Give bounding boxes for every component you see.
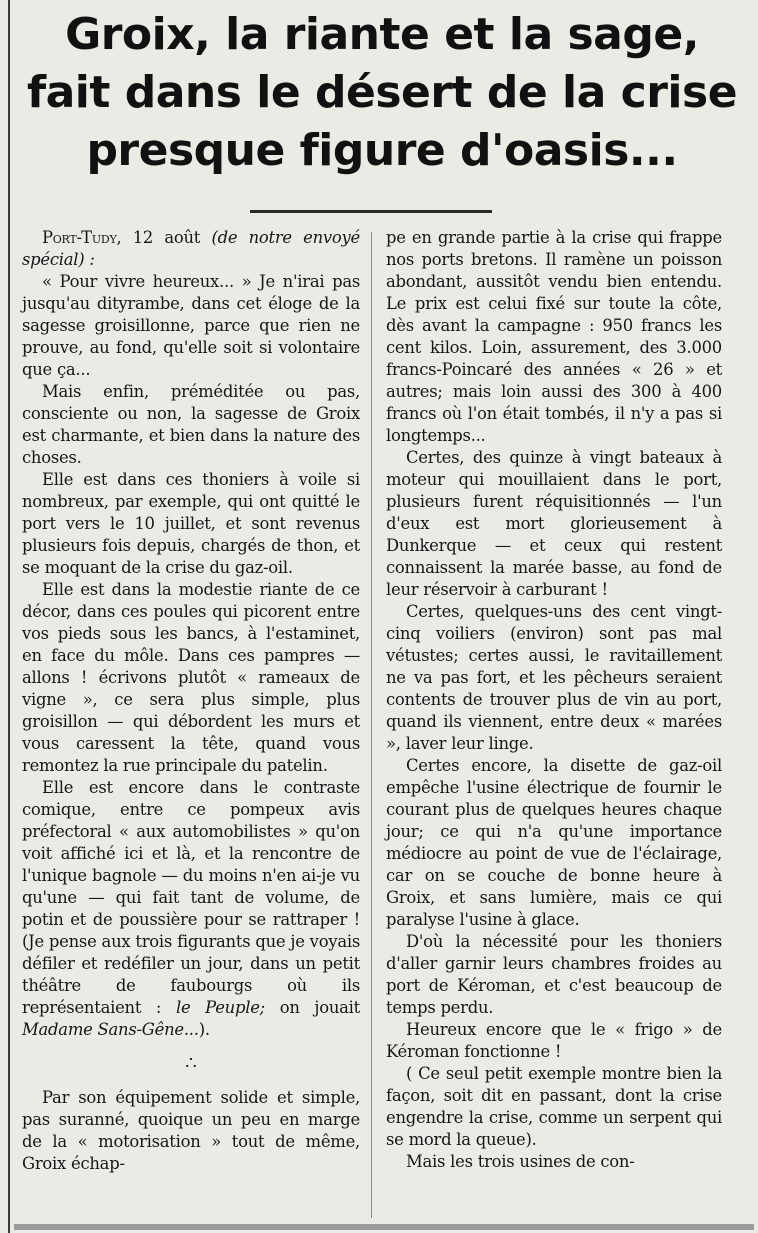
headline-line-3: presque figure d'oasis... [86, 125, 678, 176]
bottom-edge-strip [14, 1224, 754, 1230]
dateline-place: Port-Tudy, [42, 228, 122, 247]
paragraph: D'où la nécessité pour les thoniers d'aller garnir leurs chambres froides au port de Kéroman, et c'est beaucoup de temps perdu. [386, 932, 722, 1017]
paragraph-text: Elle est encore dans le contraste comique, entre ce pompeux avis préfectoral « aux automobilistes » qu'on voit affiché ici et là, et la rencontre de l'unique bagnole — du moins n'en ai-je vu qu'une — qui fait tant de volume, de potin et de poussière pour se rattraper ! (Je pense aux trois figurants que je voyais défiler et redéfiler un jour, dans un petit théâtre de faubourgs où ils représentaient : [22, 778, 360, 1017]
dateline [22, 227, 360, 271]
paragraph: Certes encore, la disette de gaz-oil empêche l'usine électrique de fournir le courant plus de quelques heures chaque jour; ce qui n'a qu'une importance médiocre au point de vue de l'éclairage, car on se couche de bonne heure à Groix, et sans lumière, mais ce qui paralyse l'usine à glace. [386, 756, 722, 929]
paragraph: Certes, quelques-uns des cent vingt-cinq voiliers (environ) sont pas mal vétustes; certes aussi, le ravitaillement ne va pas fort, et les pêcheurs seraient contents de trouver plus de vin au port, quand ils viennent, entre deux « marées », laver leur linge. [386, 602, 722, 753]
article-column-2 [386, 227, 722, 1173]
paragraph: pe en grande partie à la crise qui frappe nos ports bretons. Il ramène un poisson abondant, aussitôt vendu bien entendu. Le prix est celui fixé sur toute la côte, dès avant la campagne : 950 francs les cent kilos. Loin, assurement, des 3.000 francs-Poincaré des années « 26 » et autres; mais loin aussi des 300 à 400 francs où l'on était tombés, il n'y a pas si longtemps... [386, 228, 722, 445]
paragraph: Heureux encore que le « frigo » de Kéroman fonctionne ! [386, 1020, 722, 1061]
paragraph: ( Ce seul petit exemple montre bien la façon, soit dit en passant, dont la crise engendre la crise, comme un serpent qui se mord la queue). [386, 1064, 722, 1149]
article-headline [14, 6, 750, 180]
italic-le-peuple: le Peuple; [175, 998, 265, 1017]
paragraph [22, 777, 360, 1041]
headline-line-2: fait dans le désert de la crise [26, 67, 738, 118]
italic-sans-gene: Madame Sans-Gêne... [22, 1020, 199, 1039]
paragraph: Mais les trois usines de con- [406, 1152, 635, 1171]
paragraph: Mais enfin, préméditée ou pas, consciente ou non, la sagesse de Groix est charmante, et bien dans la nature des choses. [22, 382, 360, 467]
column-divider [371, 232, 372, 1218]
paragraph-text: on jouait [264, 998, 360, 1017]
article-column-1 [22, 227, 360, 1175]
headline-line-1: Groix, la riante et la sage, [65, 9, 699, 60]
paragraph-text: ). [198, 1020, 210, 1039]
page-left-border [8, 0, 10, 1233]
dateline-credit: (de notre envoyé spécial) : [22, 228, 360, 269]
paragraph: Par son équipement solide et simple, pas suranné, quoique un peu en marge de la « motorisation » tout de même, Groix échap- [22, 1088, 360, 1173]
paragraph: Elle est dans ces thoniers à voile si nombreux, par exemple, qui ont quitté le port vers le 10 juillet, et sont revenus plusieurs fois depuis, chargés de thon, et se moquant de la crise du gaz-oil. [22, 470, 360, 577]
section-separator: ∴ [185, 1053, 197, 1074]
paragraph: Elle est dans la modestie riante de ce décor, dans ces poules qui picorent entre vos pieds sous les bancs, à l'estaminet, en face du môle. Dans ces pampres — allons ! écrivons plutôt « rameaux de vigne », ce sera plus simple, plus groisillon — qui débordent les murs et vous caressent la tête, quand vous remontez la rue principale du patelin. [22, 580, 360, 775]
paragraph: Certes, des quinze à vingt bateaux à moteur qui mouillaient dans le port, plusieurs furent réquisitionnés — l'un d'eux est mort glorieusement à Dunkerque — et ceux qui restent connaissent la marée basse, au fond de leur réservoir à carburant ! [386, 448, 722, 599]
headline-rule [250, 210, 492, 213]
dateline-date: 12 août [121, 228, 212, 247]
paragraph: « Pour vivre heureux... » Je n'irai pas jusqu'au dityrambe, dans cet éloge de la sagesse groisillonne, parce que rien ne prouve, au fond, qu'elle soit si volontaire que ça... [22, 272, 360, 379]
